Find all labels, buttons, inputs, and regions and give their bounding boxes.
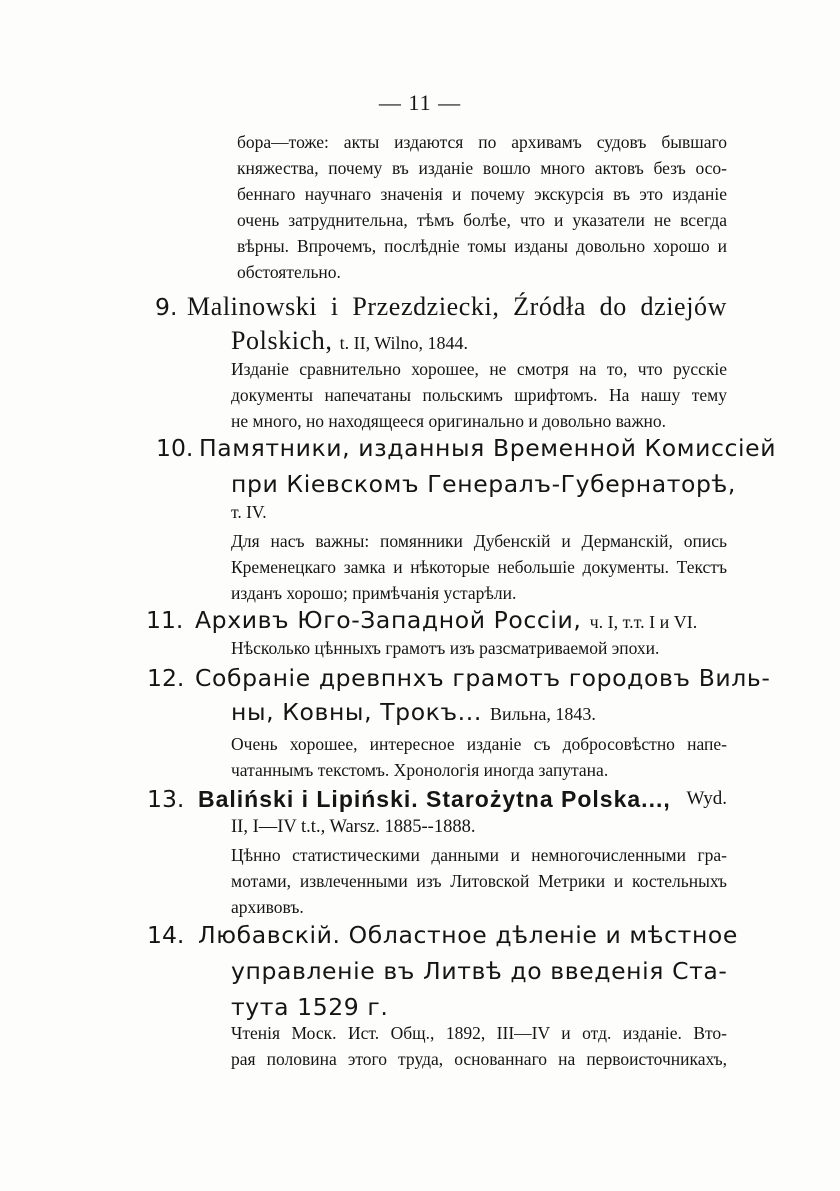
entry-title: Malinowski i Przezdziecki, Źródła do dziejów: [187, 292, 727, 321]
entry-comment-line: архивовъ.: [231, 897, 304, 917]
entry-title: [198, 781, 727, 817]
entry-title: Любавскій. Областное дѣленіе и мѣстное: [198, 921, 738, 949]
entry-comment-line: рая половина этого труда, основаннаго на первоисточникахъ,: [231, 1049, 727, 1069]
entry-details: т. IV.: [231, 502, 267, 522]
entry-comment-line: мотами, извлеченными изъ Литовской Метрики и костельныхъ: [231, 871, 727, 891]
intro-line: бора—тоже: акты издаются по архивамъ судовъ бывшаго: [237, 132, 727, 152]
entry-comment-line: Кременецкаго замка и нѣкоторые небольшіе документы. Текстъ: [231, 557, 727, 577]
entry-number: 11.: [146, 606, 184, 634]
entry-comment-line: Чтенія Моск. Ист. Общ., 1892, III—IV и отд. изданіе. Вто-: [231, 1023, 727, 1043]
intro-line: княжества, почему въ изданіе вошло много актовъ безъ осо-: [237, 158, 727, 178]
intro-line: очень затруднительна, тѣмъ болѣе, что и указатели не всегда: [237, 210, 727, 230]
entry-comment-line: документы напечатаны польскимъ шрифтомъ. На нашу тему: [231, 385, 727, 405]
entry-comment-line: Изданіе сравнительно хорошее, не смотря на то, что русскіе: [231, 359, 727, 379]
entry-title: тута 1529 г.: [231, 993, 389, 1021]
entry-number: 9.: [155, 293, 178, 321]
intro-line: беннаго научнаго значенія и почему экскурсія въ это изданіе: [237, 184, 727, 204]
entry-details: II, I—IV t.t., Warsz. 1885--1888.: [231, 817, 476, 837]
entry-title-line: Baliński i Lipiński. Starożytna Polska...,: [198, 786, 671, 812]
intro-line: обстоятельно.: [237, 262, 341, 282]
entry-number: 12.: [147, 664, 185, 692]
entry-title: Памятники, изданныя Временной Комиссіей: [199, 434, 777, 462]
entry-comment-line: Нѣсколько цѣнныхъ грамотъ изъ разсматриваемой эпохи.: [231, 638, 660, 658]
entry-title-line: Polskich,: [231, 326, 333, 355]
entry-comment-line: Очень хорошее, интересное изданіе съ добросовѣстно напе-: [231, 734, 727, 754]
entry-comment-line: не много, но находящееся оригинально и довольно важно.: [231, 411, 667, 431]
entry-number: 13.: [147, 785, 185, 813]
entry-title: при Кіевскомъ Генералъ-Губернаторѣ,: [231, 470, 736, 498]
entry-details: t. II, Wilno, 1844.: [339, 333, 469, 353]
page-number: — 11 —: [378, 90, 462, 115]
entry-title: Собраніе древпнхъ грамотъ городовъ Виль-: [195, 664, 771, 692]
entry-title-line: Архивъ Юго-Западной Россіи,: [195, 606, 582, 634]
entry-comment-line: изданъ хорошо; примѣчанія устарѣли.: [231, 583, 517, 603]
entry-details: Вильна, 1843.: [489, 704, 596, 724]
intro-line: вѣрны. Впрочемъ, послѣдніе томы изданы довольно хорошо и: [237, 236, 727, 256]
entry-title: [231, 694, 596, 732]
entry-details-inline: Wyd.: [686, 788, 727, 809]
entry-number: 10.: [156, 434, 194, 462]
entry-comment-line: Цѣнно статистическими данными и немногочисленными гра-: [231, 845, 727, 865]
entry-number: 14.: [147, 921, 185, 949]
entry-title-line: ны, Ковны, Трокъ...: [231, 698, 482, 726]
entry-details: ч. I, т.т. I и VI.: [589, 612, 698, 632]
entry-comment-line: чатаннымъ текстомъ. Хронологія иногда запутана.: [231, 760, 609, 780]
entry-comment-line: Для насъ важны: помянники Дубенскій и Дерманскій, опись: [231, 531, 727, 551]
entry-title: управленіе въ Литвѣ до введенія Ста-: [231, 957, 728, 985]
